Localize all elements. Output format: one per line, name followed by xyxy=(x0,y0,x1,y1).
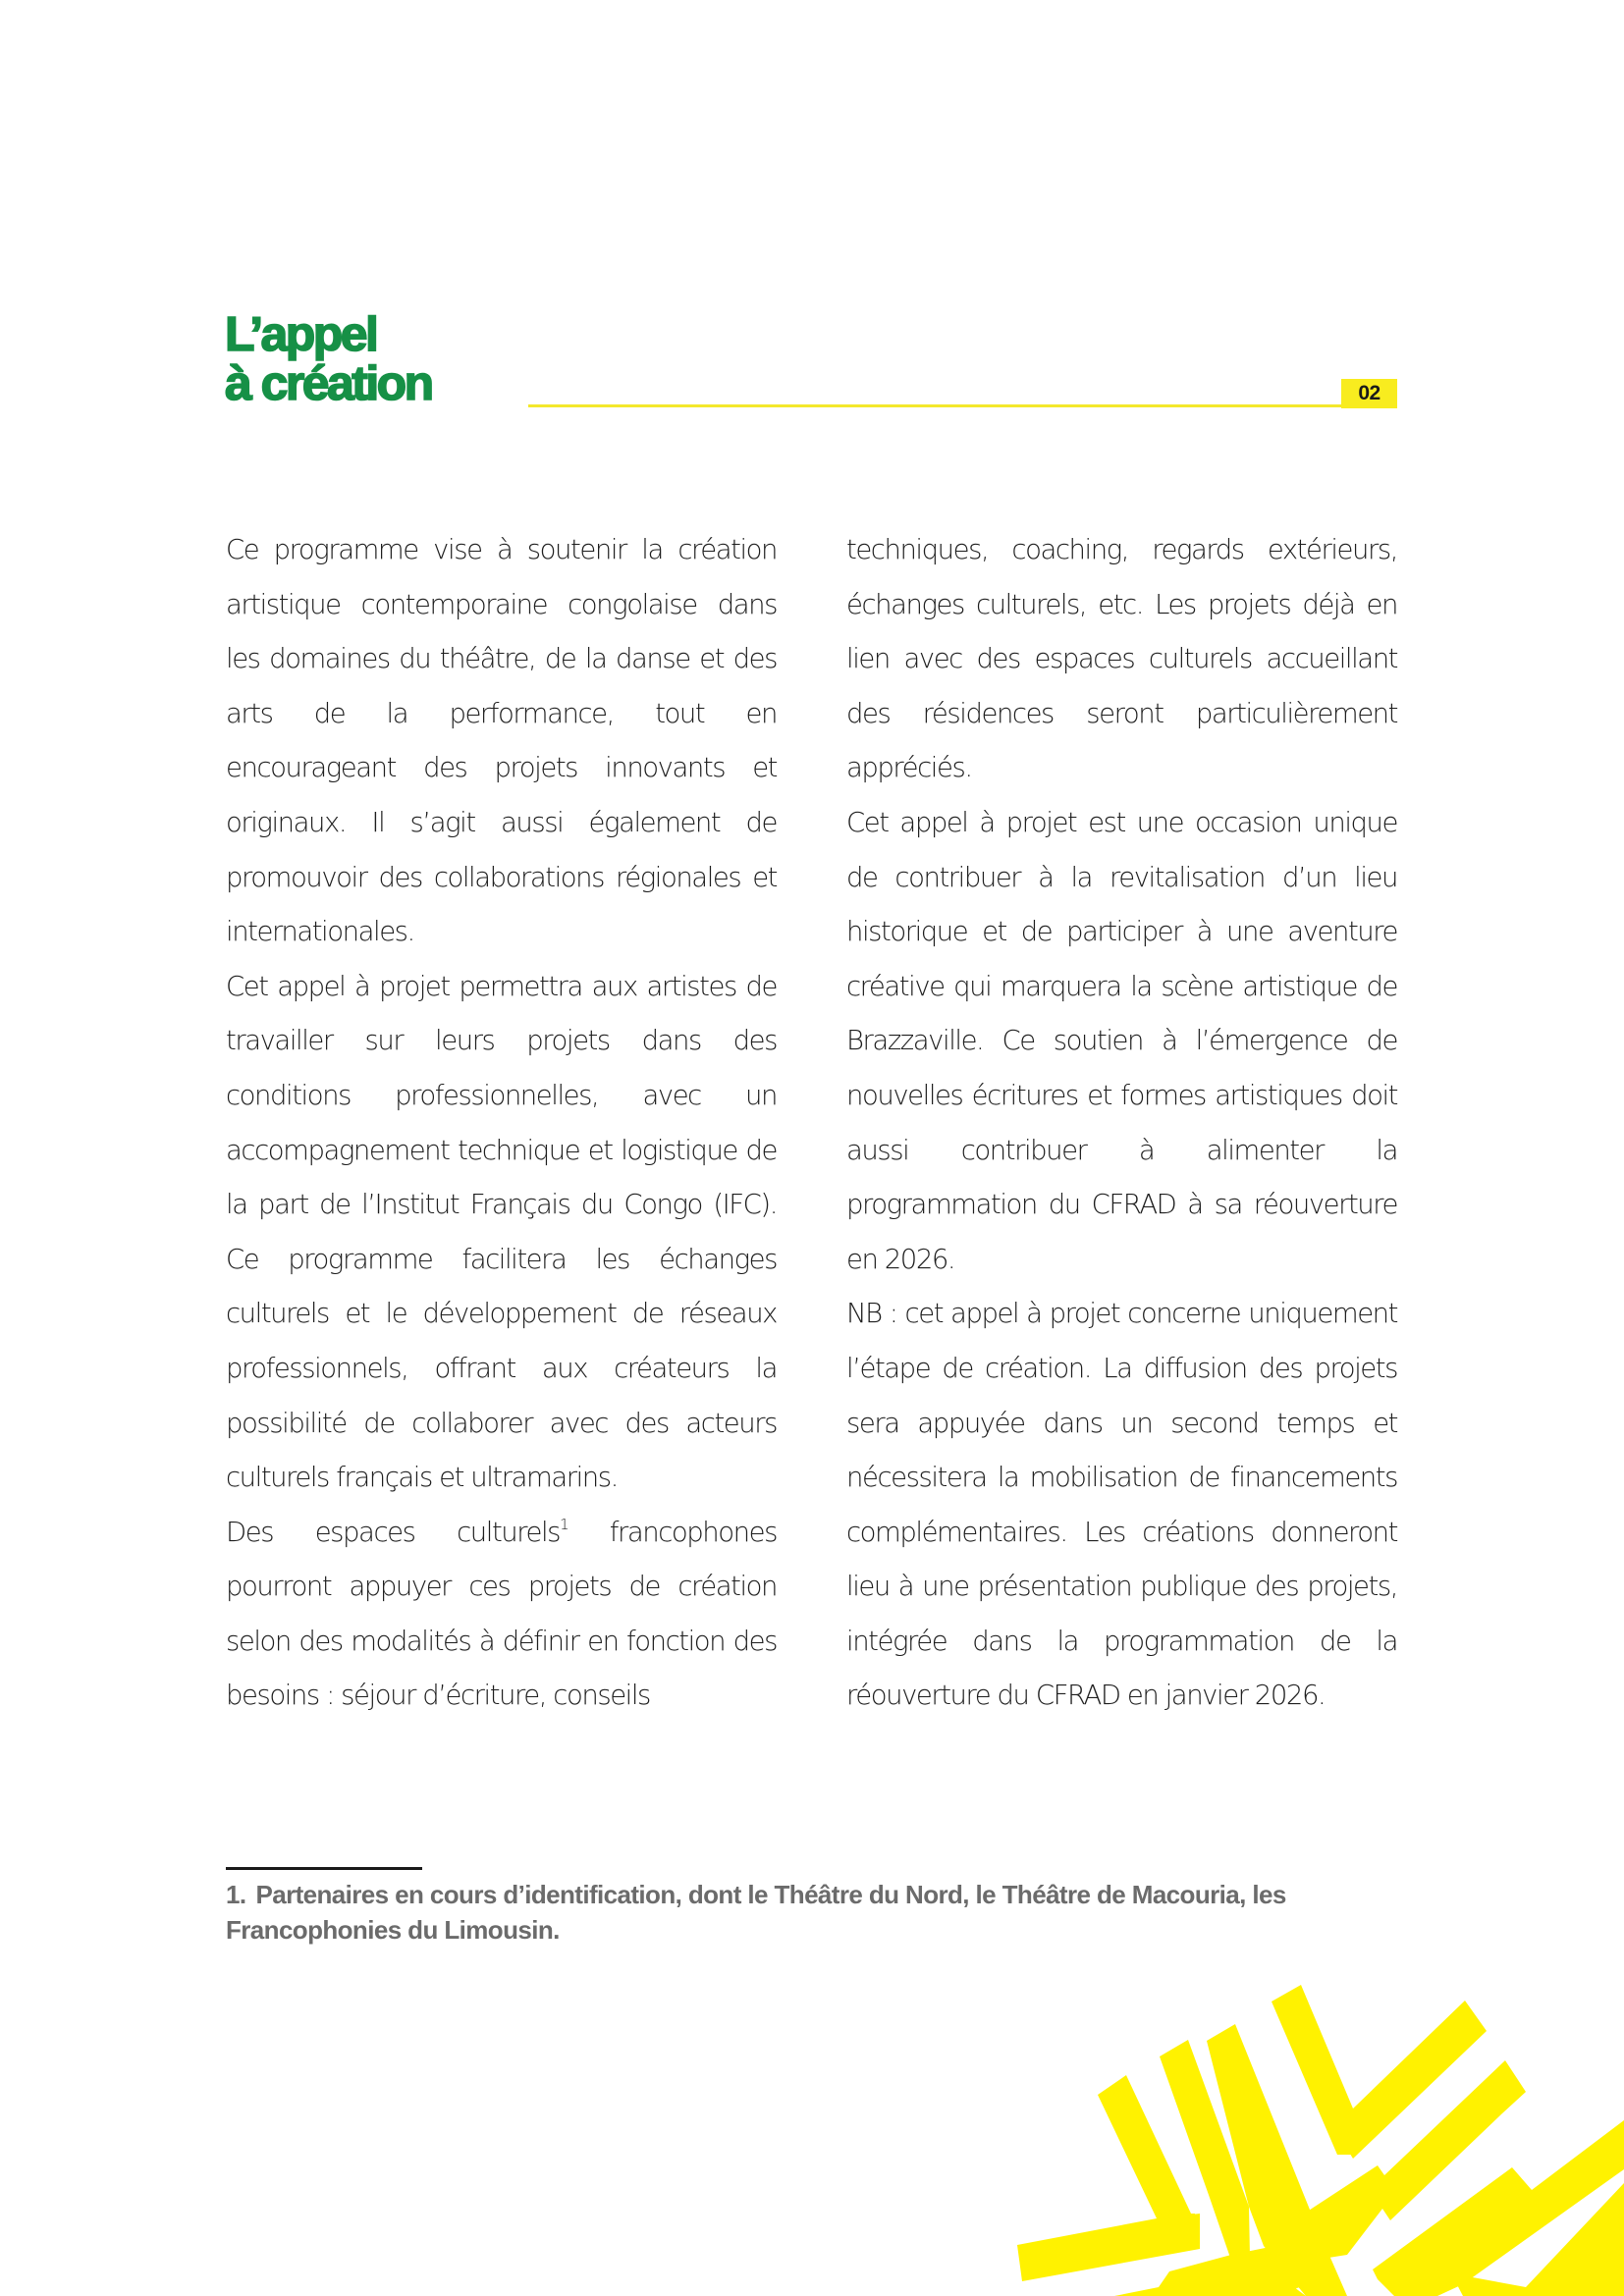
paragraph-4: Cet appel à projet est une occasion unique de contribuer à la revitalisation d’un lieu historique et de participer à une aventure créative qui marquera la scène artistique de Brazzaville. Ce soutien à l’émergence de nouvelles écritures et formes artistiques doit aussi contribuer à alimenter la programmation du CFRAD à sa réouverture en 2026. xyxy=(846,806,1397,1275)
paragraph-1: Ce programme vise à soutenir la création artistique contemporaine congolaise dans les domaines du théâtre, de la danse et des arts de la performance, tout en encourageant des projets innovants et originaux. Il s’agit aussi également de promouvoir des collaborations régionales et internationales. xyxy=(226,534,777,948)
left-column xyxy=(226,523,777,1724)
yellow-stripes-graphic-icon xyxy=(1001,1963,1624,2296)
paragraph-3 xyxy=(226,1506,777,1724)
footnote-reference[interactable]: 1 xyxy=(560,1515,568,1533)
footnote-number: 1. xyxy=(226,1880,246,1909)
footnote-separator xyxy=(226,1867,422,1870)
header-rule xyxy=(528,404,1343,407)
stripe-d xyxy=(1272,1985,1357,2155)
page-number-badge: 02 xyxy=(1341,379,1397,408)
footnote xyxy=(226,1877,1404,1948)
paragraph-3-rest: francophones pourront appuyer ces projets de création selon des modalités à définir en fonction des besoins : séjour d’écriture, conseils xyxy=(226,1516,777,1712)
paragraph-3-continued: techniques, coaching, regards extérieurs, échanges culturels, etc. Les projets déjà en lien avec des espaces culturels accueillant des résidences seront particulièrement appréciés. xyxy=(846,534,1397,784)
paragraph-2: Cet appel à projet permettra aux artistes de travailler sur leurs projets dans des conditions professionnelles, avec un accompagnement technique et logistique de la part de l’Institut Français du Congo (IFC). Ce programme facilitera les échanges culturels et le développement de réseaux professionnels, offrant aux créateurs la possibilité de collaborer avec des acteurs culturels français et ultramarins. xyxy=(226,970,777,1494)
paragraph-5: NB : cet appel à projet concerne uniquement l’étape de création. La diffusion des projets sera appuyée dans un second temps et nécessitera la mobilisation de financements complémentaires. Les créations donneront lieu à une présentation publique des projets, intégrée dans la programmation de la réouverture du CFRAD en janvier 2026. xyxy=(846,1298,1397,1712)
paragraph-3-start: Des espaces culturels xyxy=(226,1516,561,1548)
footnote-text: Partenaires en cours d’identification, dont le Théâtre du Nord, le Théâtre de Macouria, les Francophonies du Limousin. xyxy=(226,1880,1286,1945)
title-line-2: à création xyxy=(225,357,432,410)
title-line-1: L’appel xyxy=(225,308,377,361)
right-column xyxy=(846,523,1397,1724)
page-title xyxy=(225,310,432,408)
